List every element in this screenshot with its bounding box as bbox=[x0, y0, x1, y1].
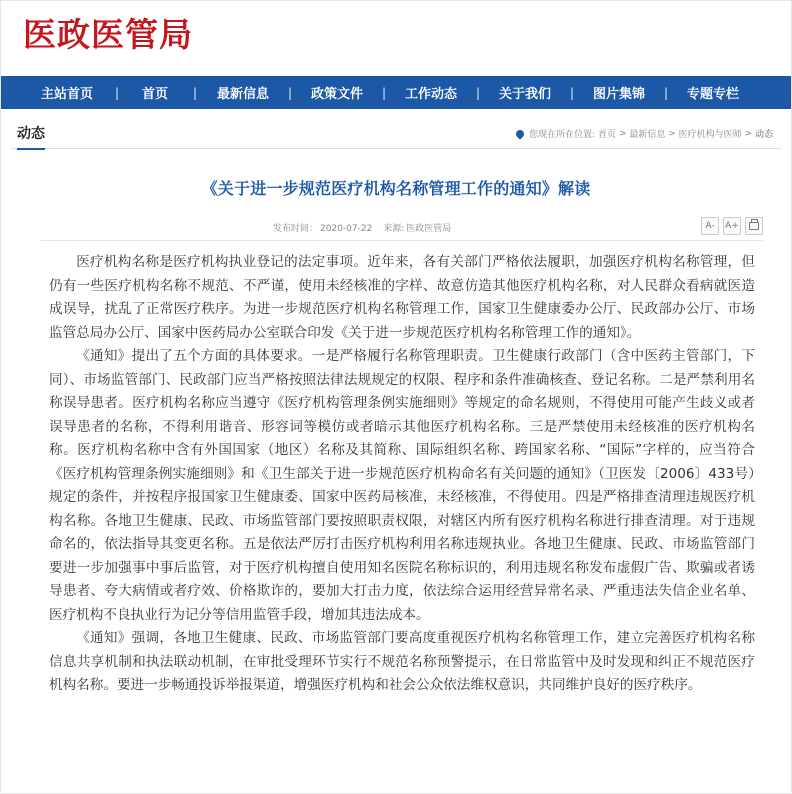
article-title: 《关于进一步规范医疗机构名称管理工作的通知》解读 bbox=[201, 179, 591, 198]
nav-item-latest[interactable]: 最新信息 bbox=[216, 87, 269, 102]
publish-date: 2020-07-22 bbox=[320, 224, 373, 234]
article-paragraph: 《通知》强调，各地卫生健康、民政、市场监管部门要高度重视医疗机构名称管理工作，建立完善医疗机构名称信息共享机制和执法联动机制，在审批受理环节实行不规范名称预警提示，在日常监管中及时发现和纠正不规范医疗机构名称。要进一步畅通投诉举报渠道，增强医疗机构和社会公众依法维权意识，共同维护良好的医疗秩序。 bbox=[49, 630, 755, 693]
source-value: 医政医管局 bbox=[406, 224, 452, 234]
nav-separator: | bbox=[114, 85, 120, 100]
breadcrumb-prefix: 您现在所在位置: bbox=[529, 130, 596, 140]
article-body bbox=[1, 241, 791, 698]
breadcrumb-sep: > bbox=[618, 128, 627, 139]
article-paragraph: 医疗机构名称是医疗机构执业登记的法定事项。近年来，各有关部门严格依法履职，加强医疗机构名称管理，但仍有一些医疗机构名称不规范、不严谨，使用未经核准的字样、故意仿造其他医疗机构名称，对人民群众看病就医造成误导，扰乱了正常医疗秩序。为进一步规范医疗机构名称管理工作，国家卫生健康委办公厅、民政部办公厅、市场监管总局办公厅、国家中医药局办公室联合印发《关于进一步规范医疗机构名称管理工作的通知》。 bbox=[49, 254, 755, 341]
publish-label: 发布时间： bbox=[273, 224, 319, 234]
section-bar bbox=[11, 109, 781, 149]
location-pin-icon bbox=[514, 128, 525, 139]
article-tools bbox=[701, 217, 763, 235]
main-nav bbox=[1, 76, 791, 109]
printer-icon bbox=[749, 222, 759, 230]
article-paragraph: 《通知》提出了五个方面的具体要求。一是严格履行名称管理职责。卫生健康行政部门（含中医药主管部门，下同）、市场监管部门、民政部门应当严格按照法律法规规定的权限、程序和条件准确核查、登记名称。二是严禁利用名称误导患者。医疗机构名称应当遵守《医疗机构管理条例实施细则》等规定的命名规则，不得使用可能产生歧义或者误导患者的名称，不得利用谐音、形容词等模仿或者暗示其他医疗机构名称。三是严禁使用未经核准的医疗机构名称。医疗机构名称中含有外国国家（地区）名称及其简称、国际组织名称、跨国家名称、“国际”字样的，应当符合《医疗机构管理条例实施细则》和《卫生部关于进一步规范医疗机构命名有关问题的通知》（卫医发〔2006〕433号）规定的条件，并按程序报国家卫生健康委、国家中医药局核准，未经核准，不得使用。四是严格排查清理违规医疗机构名称。各地卫生健康、民政、市场监管部门要按照职责权限，对辖区内所有医疗机构名称进行排查清理。对于违规命名的，依法指导其变更名称。五是依法严厉打击医疗机构利用名称违规执业。各地卫生健康、民政、市场监管部门要进一步加强事中事后监管，对于医疗机构擅自使用知名医院名称标识的，利用违规名称发布虚假广告、欺骗或者诱导患者、夸大病情或者疗效、价格欺诈的，要加大打击力度，依法综合运用经营异常名录、严重违法失信企业名单、医疗机构不良执业行为记分等信用监管手段，增加其违法成本。 bbox=[49, 348, 755, 623]
nav-separator: | bbox=[381, 85, 387, 100]
article-meta-row bbox=[41, 217, 763, 241]
source-label: 来源: bbox=[383, 224, 405, 234]
nav-item-policy[interactable]: 政策文件 bbox=[310, 87, 363, 102]
breadcrumb-latest[interactable]: 最新信息 bbox=[629, 130, 666, 140]
breadcrumb-sep: > bbox=[668, 128, 676, 139]
breadcrumb-home[interactable]: 首页 bbox=[598, 130, 617, 140]
nav-item-work[interactable]: 工作动态 bbox=[404, 87, 457, 102]
nav-separator: | bbox=[475, 85, 481, 100]
breadcrumb-current[interactable]: 动态 bbox=[754, 130, 773, 140]
site-logo[interactable]: 医政医管局 bbox=[23, 15, 193, 54]
nav-item-gallery[interactable]: 图片集锦 bbox=[592, 87, 645, 102]
breadcrumb-category[interactable]: 医疗机构与医师 bbox=[678, 130, 742, 140]
nav-item-about[interactable]: 关于我们 bbox=[498, 87, 551, 102]
breadcrumb-sep: > bbox=[744, 128, 753, 139]
article-meta bbox=[273, 221, 451, 234]
font-decrease-button[interactable]: A- bbox=[701, 217, 719, 235]
section-title: 动态 bbox=[17, 123, 45, 150]
nav-item-main-home[interactable]: 主站首页 bbox=[40, 87, 93, 102]
font-increase-button[interactable]: A+ bbox=[723, 217, 741, 235]
site-header bbox=[1, 1, 791, 76]
nav-separator: | bbox=[569, 85, 575, 100]
nav-separator: | bbox=[287, 85, 293, 100]
print-button[interactable] bbox=[745, 217, 763, 235]
nav-item-special[interactable]: 专题专栏 bbox=[686, 87, 739, 102]
breadcrumb bbox=[516, 127, 773, 140]
nav-item-home[interactable]: 首页 bbox=[141, 87, 168, 102]
nav-separator: | bbox=[663, 85, 669, 100]
nav-separator: | bbox=[192, 85, 198, 100]
